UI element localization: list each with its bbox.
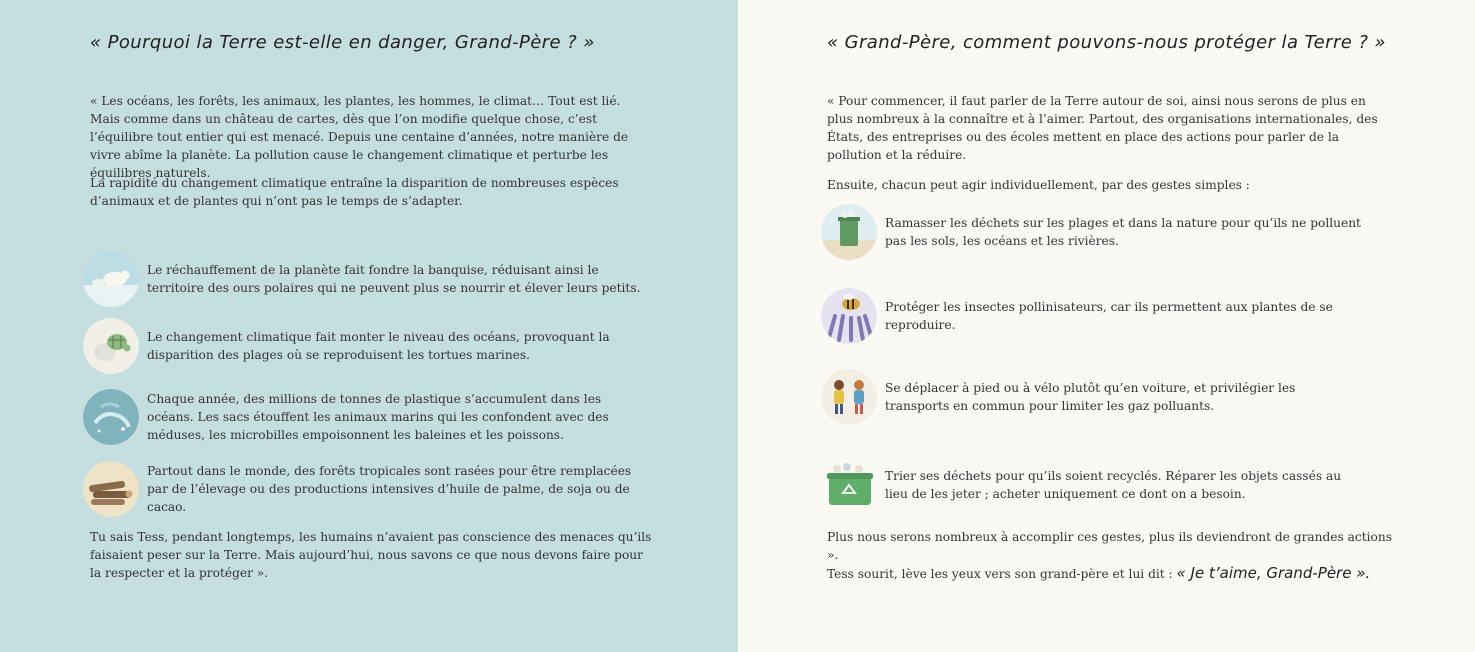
item-text: Partout dans le monde, des forêts tropicales sont rasées pour être remplacées par de l’élevage ou des productions intensives d’huile de palme, de soja ou de cacao. <box>147 464 632 514</box>
list-item <box>83 389 653 445</box>
left-intro-2: La rapidité du changement climatique entraîne la disparition de nombreuses espèces d’animaux et de plantes qui n’ont pas le temps de s’adapter. <box>90 176 619 208</box>
left-outro: Tu sais Tess, pendant longtemps, les humains n’avaient pas conscience des menaces qu’ils faisaient peser sur la Terre. Mais aujourd’hui, nous savons ce que nous devons faire pour la respecter et la protéger ». <box>90 530 652 580</box>
item-text: Trier ses déchets pour qu’ils soient recyclés. Réparer les objets cassés au lieu de les jeter ; acheter uniquement ce dont on a besoin. <box>885 469 1342 501</box>
list-item <box>821 457 1391 513</box>
children-walking-icon <box>821 369 877 425</box>
item-text: Chaque année, des millions de tonnes de plastique s’accumulent dans les océans. Les sacs étouffent les animaux marins qui les confondent avec des méduses, les microbilles empoisonnent les baleines et les poissons. <box>147 392 609 442</box>
closing-text: Tess sourit, lève les yeux vers son grand-père et lui dit : <box>827 567 1173 581</box>
item-text: Le réchauffement de la planète fait fondre la banquise, réduisant ainsi le territoire des ours polaires qui ne peuvent plus se nourrir et élever leurs petits. <box>147 263 641 295</box>
list-item <box>83 461 653 517</box>
left-intro-1: « Les océans, les forêts, les animaux, les plantes, les hommes, le climat… Tout est lié. Mais comme dans un château de cartes, dès que l’on modifie quelque chose, c’est l’équilibre tout entier qui est menacé. Depuis une centaine d’années, notre manière de vivre abîme la planète. La pollution cause le changement climatique et perturbe les équilibres naturels. <box>90 94 629 180</box>
logs-icon <box>83 461 139 517</box>
plastic-ocean-icon <box>83 389 139 445</box>
right-page <box>738 0 1475 652</box>
list-item <box>821 204 1391 260</box>
item-text: Protéger les insectes pollinisateurs, car ils permettent aux plantes de se reproduire. <box>885 300 1333 332</box>
right-intro-2: Ensuite, chacun peut agir individuellement, par des gestes simples : <box>827 178 1250 192</box>
item-text: Le changement climatique fait monter le niveau des océans, provoquant la disparition des plages où se reproduisent les tortues marines. <box>147 330 610 362</box>
sea-turtle-icon <box>83 318 139 374</box>
list-item <box>83 251 653 307</box>
right-closing <box>827 564 1427 583</box>
trash-bin-beach-icon <box>821 204 877 260</box>
item-text: Se déplacer à pied ou à vélo plutôt qu’en voiture, et privilégier les transports en commun pour limiter les gaz polluants. <box>885 381 1296 413</box>
right-title: « Grand-Père, comment pouvons-nous protéger la Terre ? » <box>827 32 1386 53</box>
list-item <box>821 288 1391 344</box>
right-intro-1: « Pour commencer, il faut parler de la Terre autour de soi, ainsi nous serons de plus en plus nombreux à la connaître et à l’aimer. Partout, des organisations internationales, des États, des entreprises ou des écoles mettent en place des actions pour parler de la pollution et la réduire. <box>827 94 1378 162</box>
polar-bear-icon <box>83 251 139 307</box>
left-title: « Pourquoi la Terre est-elle en danger, Grand-Père ? » <box>90 32 595 53</box>
list-item <box>83 318 653 374</box>
right-outro: Plus nous serons nombreux à accomplir ces gestes, plus ils deviendront de grandes actions ». <box>827 530 1392 562</box>
list-item <box>821 369 1391 425</box>
item-text: Ramasser les déchets sur les plages et dans la nature pour qu’ils ne polluent pas les sols, les océans et les rivières. <box>885 216 1361 248</box>
bee-lavender-icon <box>821 288 877 344</box>
recycling-bin-icon <box>821 457 877 513</box>
closing-quote: « Je t’aime, Grand-Père ». <box>1176 564 1371 582</box>
